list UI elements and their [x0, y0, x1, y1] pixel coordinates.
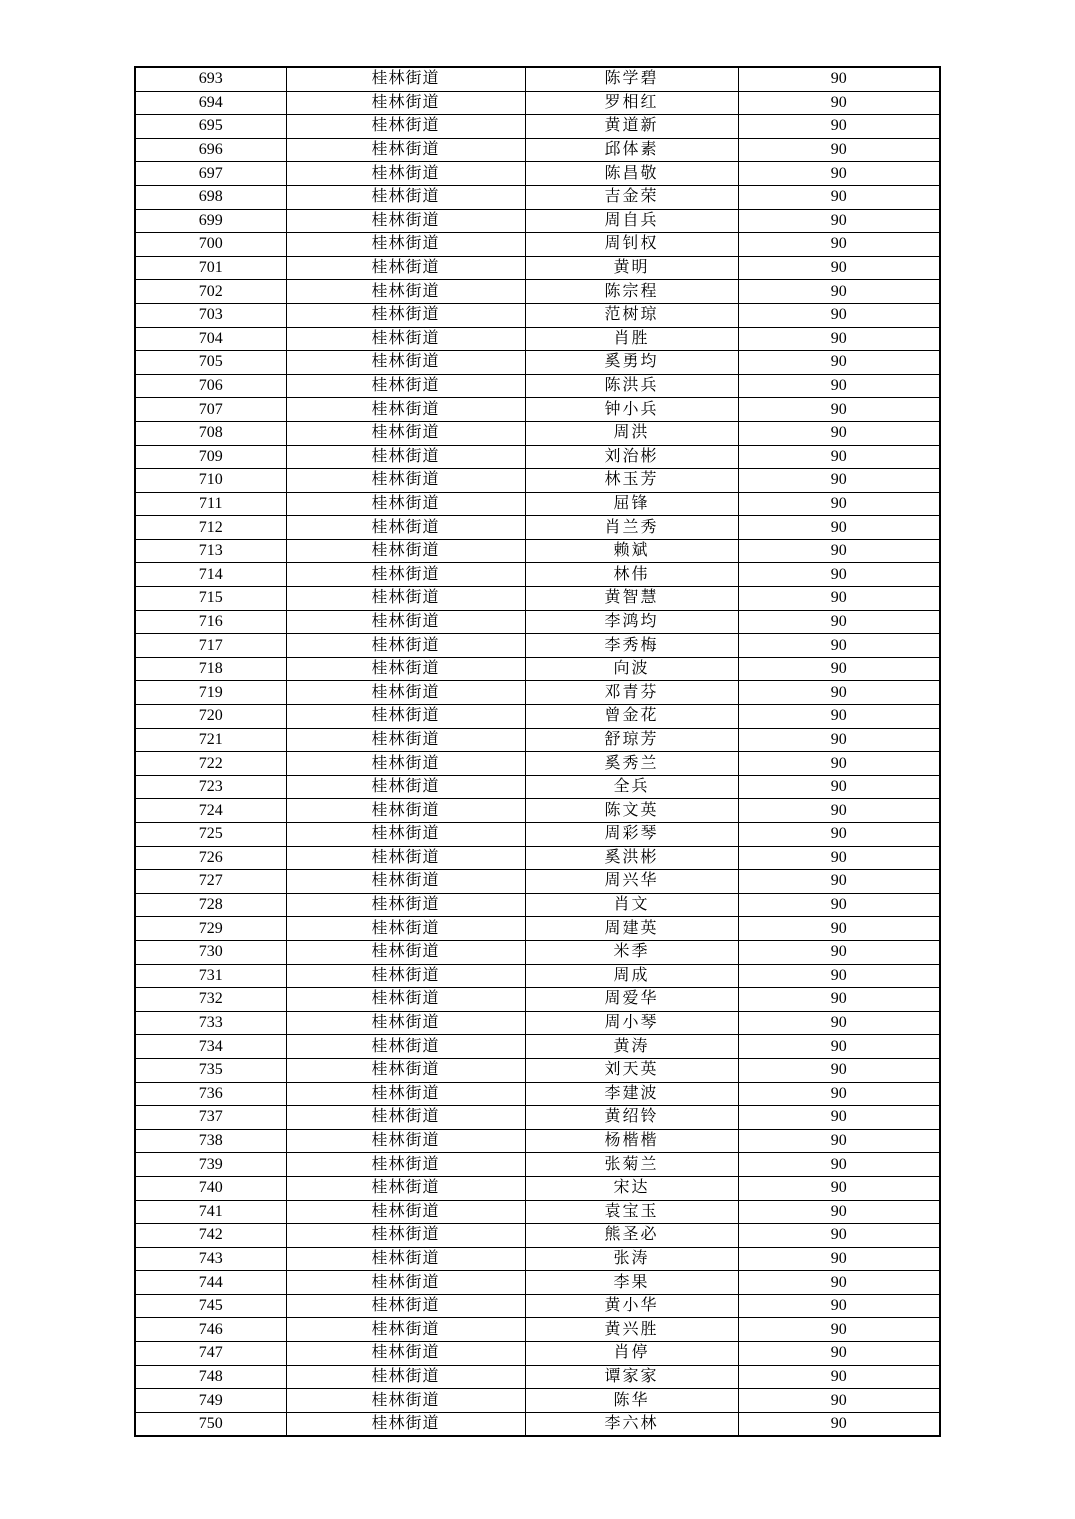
- cell-number: 750: [135, 1412, 286, 1436]
- cell-name: 黄兴胜: [525, 1318, 738, 1342]
- cell-name: 奚洪彬: [525, 846, 738, 870]
- roster-table: [134, 66, 941, 1437]
- cell-name: 陈文英: [525, 799, 738, 823]
- cell-name: 林玉芳: [525, 469, 738, 493]
- cell-score: 90: [738, 823, 940, 847]
- cell-number: 742: [135, 1224, 286, 1248]
- cell-score: 90: [738, 1106, 940, 1130]
- cell-street: 桂林街道: [286, 940, 525, 964]
- table-row: [135, 728, 940, 752]
- table-row: [135, 1011, 940, 1035]
- table-row: [135, 398, 940, 422]
- cell-number: 700: [135, 233, 286, 257]
- table-row: [135, 1412, 940, 1436]
- cell-score: 90: [738, 1153, 940, 1177]
- cell-score: 90: [738, 1129, 940, 1153]
- table-row: [135, 1247, 940, 1271]
- cell-number: 719: [135, 681, 286, 705]
- cell-number: 733: [135, 1011, 286, 1035]
- cell-number: 716: [135, 610, 286, 634]
- cell-name: 李果: [525, 1271, 738, 1295]
- cell-number: 717: [135, 634, 286, 658]
- cell-score: 90: [738, 162, 940, 186]
- cell-number: 706: [135, 374, 286, 398]
- table-row: [135, 563, 940, 587]
- cell-name: 张菊兰: [525, 1153, 738, 1177]
- table-row: [135, 940, 940, 964]
- cell-number: 704: [135, 327, 286, 351]
- cell-name: 肖文: [525, 893, 738, 917]
- cell-name: 黄道新: [525, 115, 738, 139]
- cell-name: 刘天英: [525, 1058, 738, 1082]
- cell-number: 736: [135, 1082, 286, 1106]
- table-row: [135, 587, 940, 611]
- cell-number: 737: [135, 1106, 286, 1130]
- cell-street: 桂林街道: [286, 1342, 525, 1366]
- cell-score: 90: [738, 587, 940, 611]
- cell-score: 90: [738, 870, 940, 894]
- cell-name: 李秀梅: [525, 634, 738, 658]
- cell-score: 90: [738, 1176, 940, 1200]
- table-row: [135, 1106, 940, 1130]
- table-row: [135, 67, 940, 91]
- cell-name: 黄涛: [525, 1035, 738, 1059]
- cell-street: 桂林街道: [286, 327, 525, 351]
- cell-street: 桂林街道: [286, 587, 525, 611]
- cell-name: 张涛: [525, 1247, 738, 1271]
- cell-number: 695: [135, 115, 286, 139]
- table-row: [135, 1294, 940, 1318]
- cell-number: 732: [135, 988, 286, 1012]
- cell-score: 90: [738, 1271, 940, 1295]
- cell-street: 桂林街道: [286, 162, 525, 186]
- cell-name: 宋达: [525, 1176, 738, 1200]
- cell-name: 黄绍铃: [525, 1106, 738, 1130]
- cell-name: 李鸿均: [525, 610, 738, 634]
- cell-street: 桂林街道: [286, 1224, 525, 1248]
- cell-score: 90: [738, 280, 940, 304]
- cell-name: 舒琼芳: [525, 728, 738, 752]
- cell-street: 桂林街道: [286, 1412, 525, 1436]
- cell-score: 90: [738, 917, 940, 941]
- table-row: [135, 209, 940, 233]
- cell-name: 李建波: [525, 1082, 738, 1106]
- table-row: [135, 799, 940, 823]
- cell-street: 桂林街道: [286, 1035, 525, 1059]
- cell-name: 邓青芬: [525, 681, 738, 705]
- cell-name: 林伟: [525, 563, 738, 587]
- cell-score: 90: [738, 1200, 940, 1224]
- cell-name: 陈学碧: [525, 67, 738, 91]
- cell-name: 熊圣必: [525, 1224, 738, 1248]
- table-row: [135, 1224, 940, 1248]
- cell-number: 705: [135, 351, 286, 375]
- cell-street: 桂林街道: [286, 846, 525, 870]
- cell-score: 90: [738, 1389, 940, 1413]
- cell-score: 90: [738, 327, 940, 351]
- cell-score: 90: [738, 1058, 940, 1082]
- cell-street: 桂林街道: [286, 988, 525, 1012]
- cell-name: 刘治彬: [525, 445, 738, 469]
- cell-street: 桂林街道: [286, 1129, 525, 1153]
- table-row: [135, 752, 940, 776]
- cell-number: 702: [135, 280, 286, 304]
- cell-name: 周钊权: [525, 233, 738, 257]
- cell-name: 陈宗程: [525, 280, 738, 304]
- table-row: [135, 1271, 940, 1295]
- table-row: [135, 1389, 940, 1413]
- cell-street: 桂林街道: [286, 681, 525, 705]
- cell-score: 90: [738, 516, 940, 540]
- table-row: [135, 1176, 940, 1200]
- cell-number: 739: [135, 1153, 286, 1177]
- table-row: [135, 1365, 940, 1389]
- cell-score: 90: [738, 469, 940, 493]
- cell-name: 袁宝玉: [525, 1200, 738, 1224]
- cell-name: 钟小兵: [525, 398, 738, 422]
- cell-street: 桂林街道: [286, 539, 525, 563]
- table-row: [135, 280, 940, 304]
- cell-score: 90: [738, 1365, 940, 1389]
- table-row: [135, 988, 940, 1012]
- roster-table-body: [135, 67, 940, 1436]
- cell-name: 陈华: [525, 1389, 738, 1413]
- cell-number: 694: [135, 91, 286, 115]
- cell-number: 730: [135, 940, 286, 964]
- cell-score: 90: [738, 799, 940, 823]
- cell-number: 727: [135, 870, 286, 894]
- cell-number: 701: [135, 256, 286, 280]
- cell-street: 桂林街道: [286, 1106, 525, 1130]
- table-row: [135, 492, 940, 516]
- cell-score: 90: [738, 681, 940, 705]
- cell-score: 90: [738, 209, 940, 233]
- cell-street: 桂林街道: [286, 280, 525, 304]
- cell-score: 90: [738, 1342, 940, 1366]
- cell-name: 陈洪兵: [525, 374, 738, 398]
- cell-score: 90: [738, 988, 940, 1012]
- table-row: [135, 539, 940, 563]
- cell-number: 747: [135, 1342, 286, 1366]
- table-row: [135, 421, 940, 445]
- cell-name: 周成: [525, 964, 738, 988]
- cell-score: 90: [738, 539, 940, 563]
- table-row: [135, 327, 940, 351]
- cell-number: 693: [135, 67, 286, 91]
- cell-name: 黄明: [525, 256, 738, 280]
- cell-street: 桂林街道: [286, 1082, 525, 1106]
- cell-street: 桂林街道: [286, 1011, 525, 1035]
- cell-street: 桂林街道: [286, 775, 525, 799]
- cell-number: 722: [135, 752, 286, 776]
- cell-score: 90: [738, 657, 940, 681]
- cell-number: 721: [135, 728, 286, 752]
- table-row: [135, 374, 940, 398]
- table-row: [135, 185, 940, 209]
- cell-number: 749: [135, 1389, 286, 1413]
- table-row: [135, 115, 940, 139]
- cell-score: 90: [738, 728, 940, 752]
- cell-number: 741: [135, 1200, 286, 1224]
- table-row: [135, 1035, 940, 1059]
- cell-name: 邱体素: [525, 138, 738, 162]
- table-row: [135, 657, 940, 681]
- table-row: [135, 610, 940, 634]
- cell-number: 713: [135, 539, 286, 563]
- cell-street: 桂林街道: [286, 469, 525, 493]
- cell-number: 745: [135, 1294, 286, 1318]
- cell-score: 90: [738, 256, 940, 280]
- cell-score: 90: [738, 374, 940, 398]
- cell-number: 699: [135, 209, 286, 233]
- table-row: [135, 1082, 940, 1106]
- cell-score: 90: [738, 351, 940, 375]
- table-row: [135, 1153, 940, 1177]
- cell-street: 桂林街道: [286, 209, 525, 233]
- cell-street: 桂林街道: [286, 1365, 525, 1389]
- cell-number: 720: [135, 705, 286, 729]
- cell-number: 731: [135, 964, 286, 988]
- cell-score: 90: [738, 893, 940, 917]
- cell-number: 698: [135, 185, 286, 209]
- cell-name: 周爱华: [525, 988, 738, 1012]
- table-row: [135, 138, 940, 162]
- cell-street: 桂林街道: [286, 233, 525, 257]
- table-row: [135, 1058, 940, 1082]
- cell-street: 桂林街道: [286, 91, 525, 115]
- cell-street: 桂林街道: [286, 398, 525, 422]
- cell-street: 桂林街道: [286, 634, 525, 658]
- cell-street: 桂林街道: [286, 610, 525, 634]
- table-row: [135, 303, 940, 327]
- cell-name: 周兴华: [525, 870, 738, 894]
- cell-score: 90: [738, 445, 940, 469]
- cell-street: 桂林街道: [286, 1389, 525, 1413]
- cell-number: 735: [135, 1058, 286, 1082]
- cell-name: 奚勇均: [525, 351, 738, 375]
- cell-street: 桂林街道: [286, 421, 525, 445]
- cell-street: 桂林街道: [286, 1318, 525, 1342]
- cell-name: 范树琼: [525, 303, 738, 327]
- cell-score: 90: [738, 1035, 940, 1059]
- cell-street: 桂林街道: [286, 138, 525, 162]
- cell-score: 90: [738, 775, 940, 799]
- cell-street: 桂林街道: [286, 67, 525, 91]
- cell-number: 714: [135, 563, 286, 587]
- table-row: [135, 634, 940, 658]
- table-row: [135, 681, 940, 705]
- cell-name: 向波: [525, 657, 738, 681]
- cell-name: 屈锋: [525, 492, 738, 516]
- table-row: [135, 917, 940, 941]
- cell-name: 罗相红: [525, 91, 738, 115]
- cell-number: 709: [135, 445, 286, 469]
- cell-score: 90: [738, 1294, 940, 1318]
- cell-name: 曾金花: [525, 705, 738, 729]
- cell-number: 718: [135, 657, 286, 681]
- table-row: [135, 256, 940, 280]
- table-row: [135, 469, 940, 493]
- cell-name: 黄小华: [525, 1294, 738, 1318]
- cell-name: 杨楷楷: [525, 1129, 738, 1153]
- cell-street: 桂林街道: [286, 657, 525, 681]
- cell-score: 90: [738, 1412, 940, 1436]
- cell-number: 743: [135, 1247, 286, 1271]
- cell-name: 谭家家: [525, 1365, 738, 1389]
- cell-street: 桂林街道: [286, 445, 525, 469]
- table-row: [135, 445, 940, 469]
- cell-name: 肖兰秀: [525, 516, 738, 540]
- cell-score: 90: [738, 634, 940, 658]
- cell-number: 715: [135, 587, 286, 611]
- cell-name: 米季: [525, 940, 738, 964]
- cell-score: 90: [738, 303, 940, 327]
- cell-score: 90: [738, 185, 940, 209]
- cell-number: 734: [135, 1035, 286, 1059]
- cell-name: 李六林: [525, 1412, 738, 1436]
- cell-score: 90: [738, 610, 940, 634]
- cell-street: 桂林街道: [286, 705, 525, 729]
- cell-number: 711: [135, 492, 286, 516]
- cell-number: 696: [135, 138, 286, 162]
- cell-street: 桂林街道: [286, 1200, 525, 1224]
- cell-name: 全兵: [525, 775, 738, 799]
- cell-street: 桂林街道: [286, 374, 525, 398]
- cell-street: 桂林街道: [286, 752, 525, 776]
- cell-street: 桂林街道: [286, 1271, 525, 1295]
- cell-name: 周建英: [525, 917, 738, 941]
- cell-name: 赖斌: [525, 539, 738, 563]
- cell-number: 740: [135, 1176, 286, 1200]
- cell-score: 90: [738, 563, 940, 587]
- cell-score: 90: [738, 752, 940, 776]
- table-row: [135, 1342, 940, 1366]
- cell-score: 90: [738, 115, 940, 139]
- cell-street: 桂林街道: [286, 1058, 525, 1082]
- cell-number: 728: [135, 893, 286, 917]
- cell-street: 桂林街道: [286, 1247, 525, 1271]
- cell-score: 90: [738, 1011, 940, 1035]
- table-row: [135, 1129, 940, 1153]
- cell-score: 90: [738, 398, 940, 422]
- table-row: [135, 351, 940, 375]
- cell-street: 桂林街道: [286, 823, 525, 847]
- cell-score: 90: [738, 940, 940, 964]
- cell-score: 90: [738, 846, 940, 870]
- cell-name: 周小琴: [525, 1011, 738, 1035]
- cell-number: 744: [135, 1271, 286, 1295]
- cell-number: 712: [135, 516, 286, 540]
- cell-number: 703: [135, 303, 286, 327]
- cell-street: 桂林街道: [286, 917, 525, 941]
- cell-street: 桂林街道: [286, 516, 525, 540]
- cell-street: 桂林街道: [286, 964, 525, 988]
- cell-street: 桂林街道: [286, 728, 525, 752]
- cell-street: 桂林街道: [286, 1153, 525, 1177]
- cell-name: 肖胜: [525, 327, 738, 351]
- cell-street: 桂林街道: [286, 870, 525, 894]
- cell-number: 746: [135, 1318, 286, 1342]
- cell-number: 725: [135, 823, 286, 847]
- cell-street: 桂林街道: [286, 492, 525, 516]
- cell-street: 桂林街道: [286, 115, 525, 139]
- cell-score: 90: [738, 1224, 940, 1248]
- cell-score: 90: [738, 1082, 940, 1106]
- cell-number: 726: [135, 846, 286, 870]
- cell-street: 桂林街道: [286, 893, 525, 917]
- table-row: [135, 964, 940, 988]
- cell-score: 90: [738, 67, 940, 91]
- cell-street: 桂林街道: [286, 1294, 525, 1318]
- cell-street: 桂林街道: [286, 351, 525, 375]
- cell-number: 697: [135, 162, 286, 186]
- table-row: [135, 775, 940, 799]
- cell-street: 桂林街道: [286, 1176, 525, 1200]
- cell-score: 90: [738, 233, 940, 257]
- cell-number: 724: [135, 799, 286, 823]
- cell-score: 90: [738, 705, 940, 729]
- cell-name: 周自兵: [525, 209, 738, 233]
- table-row: [135, 1318, 940, 1342]
- cell-number: 738: [135, 1129, 286, 1153]
- cell-street: 桂林街道: [286, 303, 525, 327]
- cell-street: 桂林街道: [286, 185, 525, 209]
- cell-name: 陈昌敬: [525, 162, 738, 186]
- table-row: [135, 705, 940, 729]
- table-row: [135, 162, 940, 186]
- table-row: [135, 846, 940, 870]
- cell-number: 707: [135, 398, 286, 422]
- table-row: [135, 233, 940, 257]
- table-row: [135, 1200, 940, 1224]
- cell-score: 90: [738, 1318, 940, 1342]
- table-row: [135, 516, 940, 540]
- cell-score: 90: [738, 138, 940, 162]
- cell-score: 90: [738, 964, 940, 988]
- cell-number: 723: [135, 775, 286, 799]
- table-row: [135, 870, 940, 894]
- cell-score: 90: [738, 1247, 940, 1271]
- cell-score: 90: [738, 91, 940, 115]
- cell-number: 748: [135, 1365, 286, 1389]
- cell-name: 奚秀兰: [525, 752, 738, 776]
- cell-score: 90: [738, 492, 940, 516]
- cell-score: 90: [738, 421, 940, 445]
- table-row: [135, 91, 940, 115]
- cell-street: 桂林街道: [286, 563, 525, 587]
- table-row: [135, 823, 940, 847]
- table-row: [135, 893, 940, 917]
- cell-name: 周洪: [525, 421, 738, 445]
- cell-name: 肖停: [525, 1342, 738, 1366]
- cell-street: 桂林街道: [286, 256, 525, 280]
- cell-name: 吉金荣: [525, 185, 738, 209]
- cell-street: 桂林街道: [286, 799, 525, 823]
- cell-number: 708: [135, 421, 286, 445]
- cell-number: 729: [135, 917, 286, 941]
- cell-number: 710: [135, 469, 286, 493]
- cell-name: 周彩琴: [525, 823, 738, 847]
- cell-name: 黄智慧: [525, 587, 738, 611]
